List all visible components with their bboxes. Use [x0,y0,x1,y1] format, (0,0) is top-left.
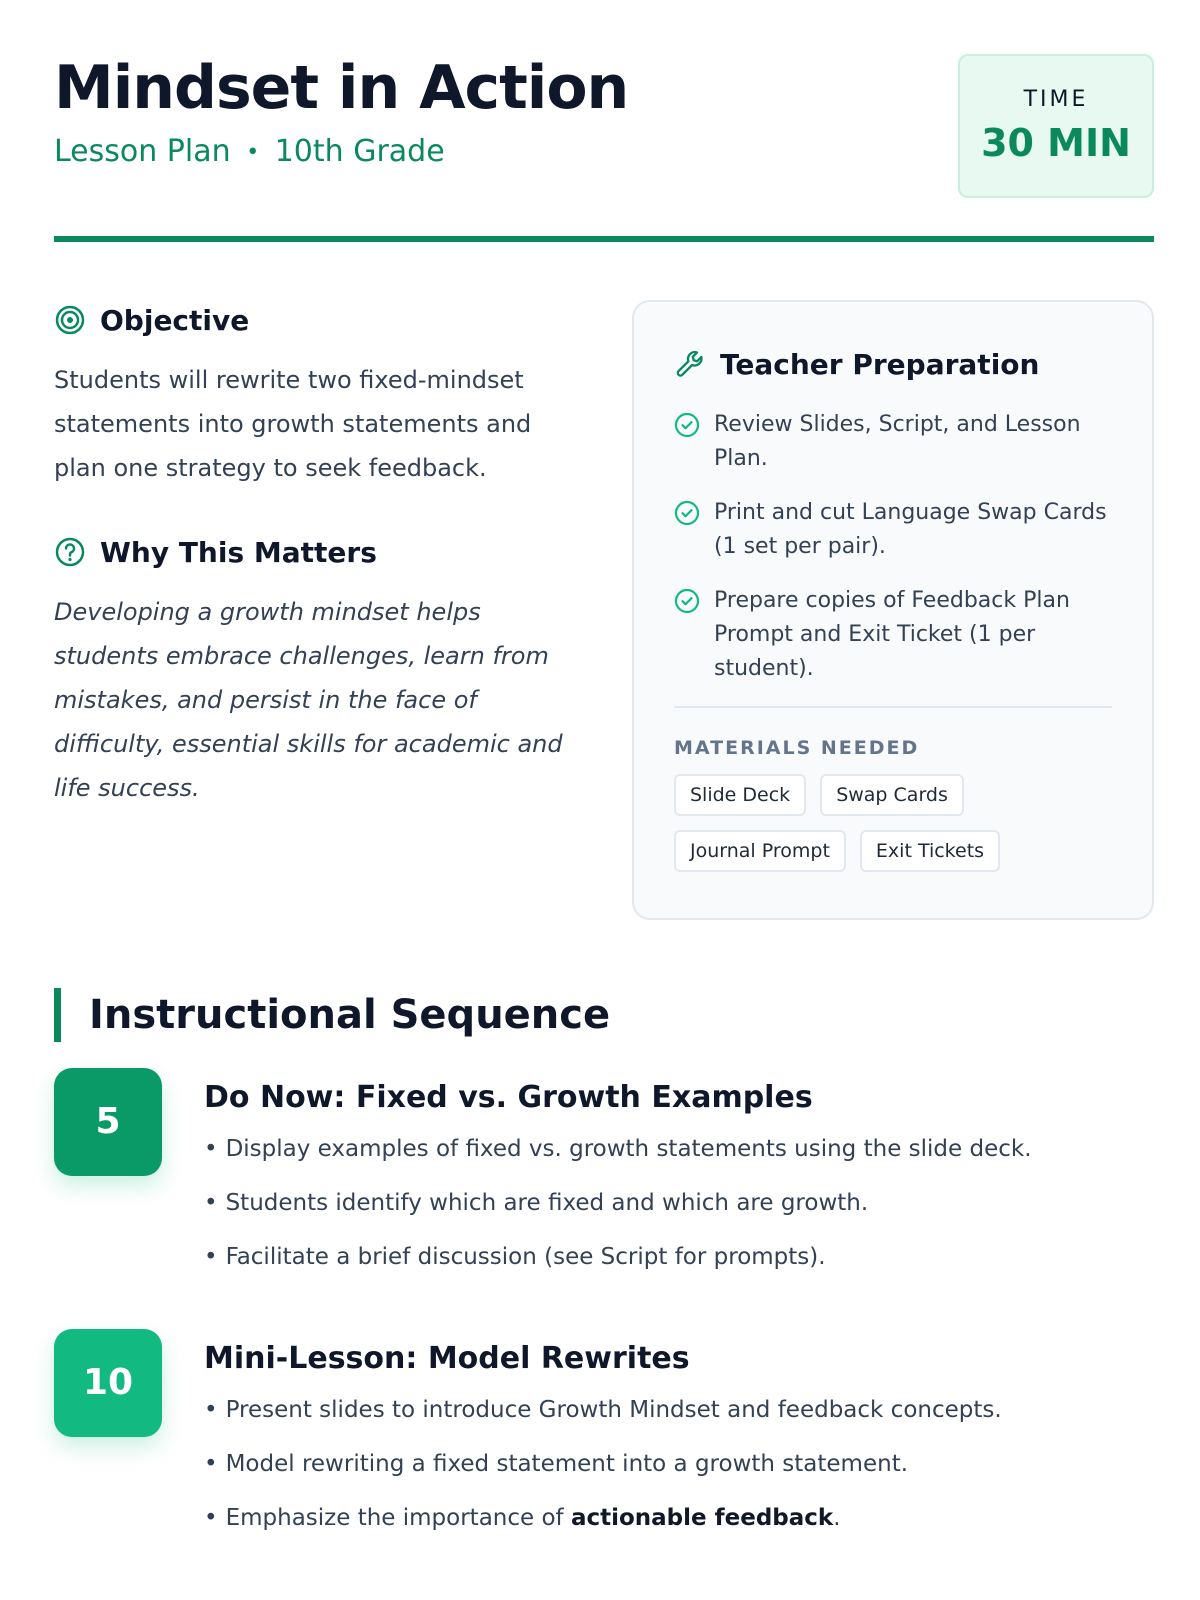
page-subtitle [54,132,445,173]
material-chip: Slide Deck [674,774,806,816]
header [54,52,1154,242]
step-bullet: • Students identify which are fixed and which are growth. [204,1190,869,1216]
step-bullet: • Emphasize the importance of actionable feedback. [204,1505,841,1531]
material-chip: Swap Cards [820,774,964,816]
step-bullet: • Display examples of fixed vs. growth statements using the slide deck. [204,1136,1032,1162]
why-text: Developing a growth mindset helps students embrace challenges, learn from mistakes, and persist in the face of difficulty, essential skills for academic and life success. [54,598,563,802]
time-label: TIME [1023,87,1089,112]
sequence-accent-bar [54,988,61,1042]
step-minutes-badge: 10 [54,1329,162,1437]
prep-item-text: Review Slides, Script, and Lesson Plan. [714,412,1081,471]
materials-list [674,774,1114,886]
time-badge [958,54,1154,198]
step-title: Mini-Lesson: Model Rewrites [204,1341,690,1376]
lesson-type: Lesson Plan [54,134,231,169]
target-icon [54,304,86,336]
teacher-prep-card [632,300,1154,920]
step-bullet: • Present slides to introduce Growth Mindset and feedback concepts. [204,1397,1002,1423]
step-minutes-badge: 5 [54,1068,162,1176]
sequence-title: Instructional Sequence [89,992,611,1038]
step-title: Do Now: Fixed vs. Growth Examples [204,1080,813,1115]
header-divider [54,236,1154,242]
time-value: 30 MIN [981,121,1131,165]
question-circle-icon [54,536,86,568]
material-chip: Exit Tickets [860,830,1000,872]
objective-heading [54,300,574,340]
lesson-plan-page [54,0,1154,1600]
check-circle-icon [674,588,700,614]
subtitle-separator: • [246,139,260,165]
why-heading [54,532,574,572]
step-body [204,1078,1154,1294]
page-title: Mindset in Action [54,53,629,123]
prep-title: Teacher Preparation [720,347,1040,381]
objective-text: Students will rewrite two fixed-mindset statements into growth statements and plan one strategy to seek feedback. [54,366,532,482]
prep-checklist [674,408,1112,686]
prep-item-text: Prepare copies of Feedback Plan Prompt and Exit Ticket (1 per student). [714,588,1070,681]
prep-item [674,584,1112,686]
prep-divider [674,706,1112,708]
objective-title: Objective [100,303,250,337]
check-circle-icon [674,500,700,526]
left-column [54,300,574,810]
step-bullet: • Model rewriting a fixed statement into a growth statement. [204,1451,909,1477]
sequence-heading [54,988,610,1042]
grade-level: 10th Grade [274,134,445,169]
emphasis-text: actionable feedback [570,1505,834,1531]
material-chip: Journal Prompt [674,830,846,872]
prep-heading [674,344,1112,384]
step-bullets [204,1132,1154,1274]
step-bullet: • Facilitate a brief discussion (see Script for prompts). [204,1244,826,1270]
why-title: Why This Matters [100,535,377,569]
step-body [204,1339,1154,1555]
prep-item [674,496,1112,564]
step-bullets [204,1393,1154,1535]
check-circle-icon [674,412,700,438]
wrench-icon [674,348,706,380]
prep-item-text: Print and cut Language Swap Cards (1 set per pair). [714,500,1107,559]
materials-label: MATERIALS NEEDED [674,737,920,759]
prep-item [674,408,1112,476]
